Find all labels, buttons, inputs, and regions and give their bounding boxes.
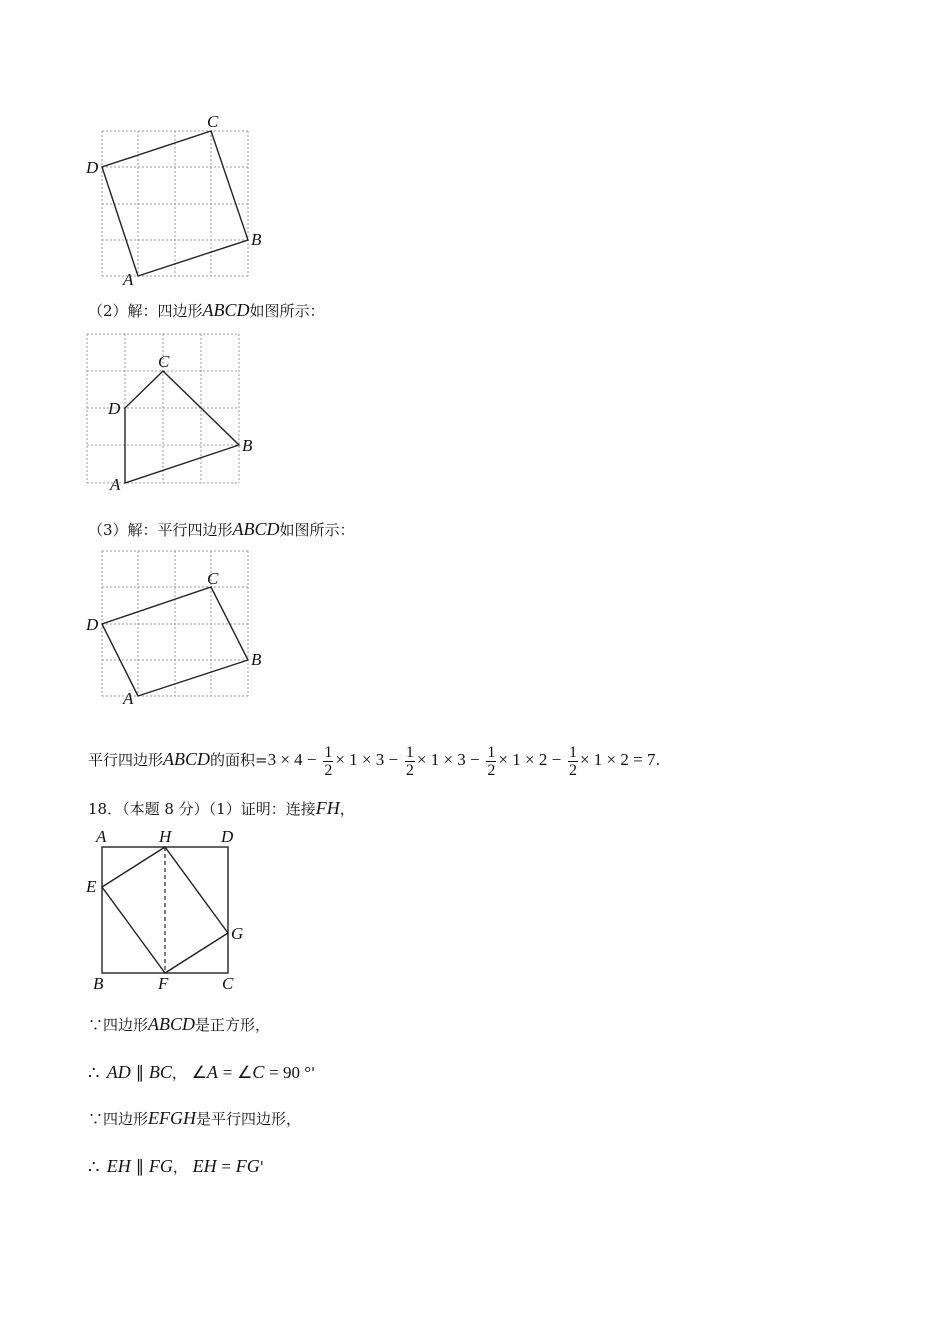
label-D: D xyxy=(108,399,121,418)
figure-3-grid xyxy=(80,546,280,716)
figure-1-grid xyxy=(80,110,280,290)
label-C: C xyxy=(207,112,219,131)
part2-text: （2）解：四边形ABCD如图所示： xyxy=(88,300,325,320)
label-A: A xyxy=(123,270,134,289)
label-G: G xyxy=(231,924,244,943)
fraction-half: $\frac{1}{2}$ xyxy=(324,743,333,779)
label-H: H xyxy=(159,827,172,846)
label-F: F xyxy=(158,974,169,993)
quadrilateral-abcd xyxy=(125,371,239,483)
label-B: B xyxy=(93,974,104,993)
label-A: A xyxy=(110,475,121,494)
proof-line-3: ∵四边形EFGH是平行四边形， xyxy=(88,1108,302,1128)
fraction-half: $\frac{1}{2}$ xyxy=(487,743,496,779)
label-C: C xyxy=(207,569,219,588)
label-B: B xyxy=(251,650,262,669)
proof-line-4: ∴ EH ∥ FG， EH = FG' xyxy=(88,1156,264,1178)
label-B: B xyxy=(251,230,262,249)
label-A: A xyxy=(96,827,107,846)
label-A: A xyxy=(123,689,134,708)
label-D: D xyxy=(221,827,234,846)
fraction-half: $\frac{1}{2}$ xyxy=(405,743,414,779)
figure-4-square xyxy=(80,826,270,996)
label-C: C xyxy=(158,352,170,371)
part3-text: （3）解：平行四边形ABCD如图所示： xyxy=(88,519,355,539)
question-18-heading: 18．（本题 8 分）（1）证明：连接FH， xyxy=(88,798,355,818)
label-E: E xyxy=(86,877,97,896)
figure-2-grid xyxy=(80,326,280,496)
label-D: D xyxy=(86,615,99,634)
proof-line-2: ∴ AD ∥ BC， ∠A = ∠C = 90 °' xyxy=(88,1062,316,1084)
area-formula: 平行四边形ABCD的面积=3 × 4 − $\frac{1}{2}$ × 1 × 3 − $\frac{1}{2}$ × 1 × 3 − $\frac{1}{2}$ × 1 × 2 − $\frac{1}{2}$ × 1 × 2 = 7. xyxy=(88,743,661,779)
proof-line-1: ∵四边形ABCD是正方形， xyxy=(88,1014,271,1034)
label-C: C xyxy=(222,974,234,993)
label-B: B xyxy=(242,436,253,455)
fraction-half: $\frac{1}{2}$ xyxy=(568,743,577,779)
label-D: D xyxy=(86,158,99,177)
